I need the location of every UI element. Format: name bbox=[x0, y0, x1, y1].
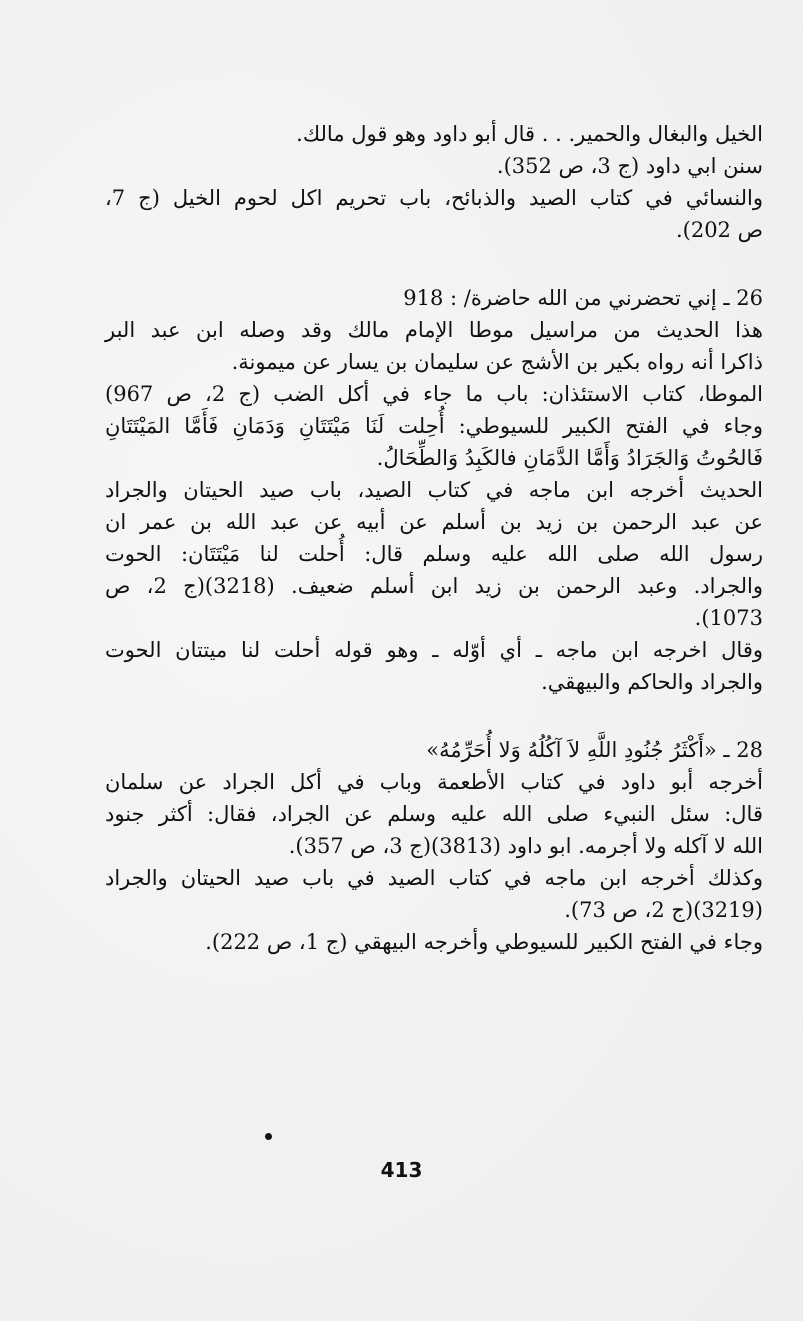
page-number: 413 bbox=[380, 1158, 423, 1182]
text-line: سنن ابي داود (ج 3، ص 352). bbox=[496, 154, 763, 178]
text-line: وكذلك أخرجه ابن ماجه في كتاب الصيد في باب صيد الحيتان والجراد bbox=[105, 866, 763, 890]
text-line: الموطا، كتاب الاستئذان: باب ما جاء في أكل الضب (ج 2، ص 967) bbox=[105, 382, 763, 406]
text-line: قال: سئل النبيء صلى الله عليه وسلم عن الجراد، فقال: أكثر جنود bbox=[105, 802, 763, 826]
text-line: والجراد. وعبد الرحمن بن زيد ابن أسلم ضعيف. (3218)(ج 2، ص bbox=[105, 574, 764, 598]
text-line: وقال اخرجه ابن ماجه ـ أي أوّله ـ وهو قوله أحلت لنا ميتتان الحوت bbox=[105, 638, 763, 662]
text-line: 1073). bbox=[694, 606, 763, 630]
text-line: فَالحُوتُ وَالجَرَادُ وَأَمَّا الدَّمَانِ فالكَبِدُ وَالطِّحَالُ. bbox=[376, 446, 763, 470]
text-line: هذا الحديث من مراسيل موطا الإمام مالك وقد وصله ابن عبد البر bbox=[105, 318, 763, 342]
text-line: وجاء في الفتح الكبير للسيوطي: أُحِلت لَنَا مَيْتَتَانِ وَدَمَانِ فَأَمَّا المَيْتَتَانِ bbox=[105, 414, 763, 438]
section-heading-26: 26 ـ إني تحضرني من الله حاضرة/ : 918 bbox=[403, 286, 763, 310]
text-line: (3219)(ج 2، ص 73). bbox=[564, 898, 763, 922]
text-line: رسول الله صلى الله عليه وسلم قال: أُحلت لنا مَيْتَتَان: الحوت bbox=[105, 542, 763, 566]
text-line: عن عبد الرحمن بن زيد بن أسلم عن أبيه عن عبد الله بن عمر ان bbox=[105, 510, 763, 534]
text-block bbox=[105, 118, 763, 958]
text-line: ص 202). bbox=[675, 218, 763, 242]
text-line: الله لا آكله ولا أجرمه. ابو داود (3813)(ج 3، ص 357). bbox=[288, 834, 763, 858]
text-line: والنسائي في كتاب الصيد والذبائح، باب تحريم اكل لحوم الخيل (ج 7، bbox=[105, 186, 763, 210]
section-heading-28: 28 ـ «أَكْثَرُ جُنُودِ اللَّهِ لاَ آكُلُهُ وَلا أُحَرِّمُهُ» bbox=[426, 738, 763, 762]
text-line: والجراد والحاكم والبيهقي. bbox=[541, 670, 763, 694]
ink-dot bbox=[265, 1133, 272, 1140]
text-line: أخرجه أبو داود في كتاب الأطعمة وباب في أكل الجراد عن سلمان bbox=[105, 770, 763, 794]
paragraph-gap bbox=[105, 698, 763, 734]
text-line: الخيل والبغال والحمير. . . قال أبو داود وهو قول مالك. bbox=[296, 122, 763, 146]
text-line: الحديث أخرجه ابن ماجه في كتاب الصيد، باب صيد الحيتان والجراد bbox=[105, 478, 763, 502]
paragraph-gap bbox=[105, 246, 763, 282]
text-line: وجاء في الفتح الكبير للسيوطي وأخرجه البيهقي (ج 1، ص 222). bbox=[205, 930, 763, 954]
text-line: ذاكرا أنه رواه بكير بن الأشج عن سليمان بن يسار عن ميمونة. bbox=[231, 350, 763, 374]
